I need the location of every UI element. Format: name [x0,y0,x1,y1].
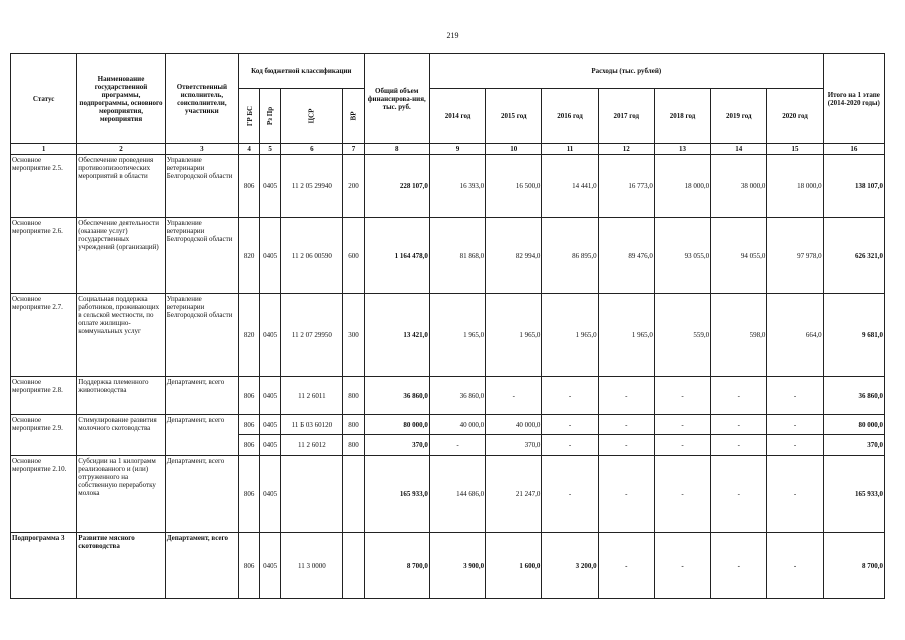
cell-year-value: - [598,415,654,435]
column-number: 6 [281,144,343,155]
row-name: Субсидии на 1 килограмм реализованного и (или) отгруженного на собственную переработку молока [77,456,165,533]
cell-year-value: 1 965,0 [598,294,654,377]
table-row [11,456,885,533]
row-name: Поддержка племенного животноводства [77,377,165,415]
header-stage-total: Итого на 1 этапе (2014-2020 годы) [823,54,884,144]
cell-year-value: - [598,377,654,415]
cell-year-value: - [598,456,654,533]
header-year: 2018 год [654,89,710,144]
header-budget-code: Код бюджетной классификации [239,54,365,89]
cell-grbs: 806 [239,435,260,456]
row-status: Основное мероприятие 2.5. [11,155,77,218]
cell-year-value: 40 000,0 [486,415,542,435]
header-year: 2017 год [598,89,654,144]
header-year: 2015 год [486,89,542,144]
row-responsible: Управление ветеринарии Белгородской области [165,155,238,218]
cell-rzpr: 0405 [260,415,281,435]
cell-grbs: 806 [239,456,260,533]
row-name: Обеспечение проведения противоэпизоотических мероприятий в области [77,155,165,218]
cell-grbs: 806 [239,533,260,599]
column-number: 14 [711,144,767,155]
column-number: 7 [343,144,364,155]
row-status: Основное мероприятие 2.8. [11,377,77,415]
cell-csr: 11 2 07 29950 [281,294,343,377]
cell-year-value: - [767,533,823,599]
row-responsible: Департамент, всего [165,377,238,415]
cell-year-value: 86 895,0 [542,218,598,294]
cell-year-value: 3 900,0 [429,533,485,599]
header-year: 2016 год [542,89,598,144]
cell-rzpr: 0405 [260,435,281,456]
header-year: 2020 год [767,89,823,144]
column-number: 10 [486,144,542,155]
row-name: Социальная поддержка работников, проживающих в сельской местности, по оплате жилищно-коммунальных услуг [77,294,165,377]
cell-total: 1 164 478,0 [364,218,429,294]
cell-year-value: 559,0 [654,294,710,377]
cell-year-value: - [542,377,598,415]
cell-year-value: 81 868,0 [429,218,485,294]
row-name: Обеспечение деятельности (оказание услуг) государственных учреждений (организаций) [77,218,165,294]
cell-year-value: - [654,415,710,435]
column-number: 16 [823,144,884,155]
cell-rzpr: 0405 [260,533,281,599]
row-responsible: Департамент, всего [165,533,238,599]
cell-stage-total: 370,0 [823,435,884,456]
cell-year-value: - [654,456,710,533]
cell-year-value: - [711,533,767,599]
cell-total: 228 107,0 [364,155,429,218]
cell-year-value: 14 441,0 [542,155,598,218]
cell-year-value: 38 000,0 [711,155,767,218]
cell-csr: 11 3 0000 [281,533,343,599]
cell-year-value: - [711,456,767,533]
column-number-row [11,144,885,155]
cell-vr: 200 [343,155,364,218]
cell-year-value: 36 860,0 [429,377,485,415]
column-number: 5 [260,144,281,155]
header-status: Статус [11,54,77,144]
cell-vr: 300 [343,294,364,377]
cell-year-value: 144 686,0 [429,456,485,533]
cell-rzpr: 0405 [260,294,281,377]
cell-stage-total: 626 321,0 [823,218,884,294]
cell-year-value: - [429,435,485,456]
cell-year-value: 1 600,0 [486,533,542,599]
column-number: 15 [767,144,823,155]
cell-year-value: 21 247,0 [486,456,542,533]
header-csr: ЦСР [281,89,343,144]
cell-vr: 800 [343,415,364,435]
header-grbs: ГР БС [239,89,260,144]
cell-csr: 11 Б 03 60120 [281,415,343,435]
cell-grbs: 820 [239,218,260,294]
cell-vr: 800 [343,435,364,456]
cell-year-value: - [654,377,710,415]
cell-stage-total: 165 933,0 [823,456,884,533]
cell-rzpr: 0405 [260,218,281,294]
table-row [11,415,885,435]
cell-year-value: 89 476,0 [598,218,654,294]
cell-year-value: 1 965,0 [486,294,542,377]
header-responsible: Ответственный исполнитель, соисполнители, участники [165,54,238,144]
cell-year-value: 82 994,0 [486,218,542,294]
page-number: 219 [446,31,459,40]
cell-year-value: 18 000,0 [767,155,823,218]
column-number: 2 [77,144,165,155]
budget-table [10,53,885,599]
header-year: 2014 год [429,89,485,144]
cell-stage-total: 138 107,0 [823,155,884,218]
header-expenses: Расходы (тыс. рублей) [429,54,823,89]
cell-grbs: 806 [239,377,260,415]
cell-grbs: 806 [239,415,260,435]
cell-csr [281,456,343,533]
cell-year-value: 18 000,0 [654,155,710,218]
cell-year-value: 664,0 [767,294,823,377]
row-responsible: Департамент, всего [165,415,238,456]
cell-csr: 11 2 06 00590 [281,218,343,294]
cell-vr [343,456,364,533]
cell-vr: 800 [343,377,364,415]
row-status: Основное мероприятие 2.7. [11,294,77,377]
cell-total: 36 860,0 [364,377,429,415]
cell-year-value: 93 055,0 [654,218,710,294]
table-row [11,218,885,294]
row-status: Основное мероприятие 2.9. [11,415,77,456]
cell-year-value: - [542,415,598,435]
column-number: 1 [11,144,77,155]
cell-vr: 600 [343,218,364,294]
column-number: 13 [654,144,710,155]
cell-rzpr: 0405 [260,377,281,415]
cell-year-value: - [767,456,823,533]
cell-stage-total: 8 700,0 [823,533,884,599]
cell-stage-total: 9 681,0 [823,294,884,377]
cell-year-value: 3 200,0 [542,533,598,599]
table-row [11,294,885,377]
cell-grbs: 820 [239,294,260,377]
cell-rzpr: 0405 [260,155,281,218]
cell-total: 370,0 [364,435,429,456]
cell-year-value: 94 055,0 [711,218,767,294]
table-row [11,155,885,218]
header-vr: ВР [343,89,364,144]
table-row [11,533,885,599]
header-total-volume: Общий объем финансирова-ния, тыс. руб. [364,54,429,144]
cell-year-value: - [598,435,654,456]
cell-year-value: - [767,435,823,456]
table-row [11,377,885,415]
row-responsible: Управление ветеринарии Белгородской области [165,294,238,377]
cell-year-value: - [542,435,598,456]
column-number: 4 [239,144,260,155]
cell-grbs: 806 [239,155,260,218]
cell-year-value: 598,0 [711,294,767,377]
cell-year-value: - [654,435,710,456]
column-number: 11 [542,144,598,155]
cell-year-value: 97 978,0 [767,218,823,294]
row-responsible: Управление ветеринарии Белгородской области [165,218,238,294]
cell-total: 80 000,0 [364,415,429,435]
cell-year-value: - [654,533,710,599]
row-responsible: Департамент, всего [165,456,238,533]
cell-vr [343,533,364,599]
cell-year-value: 370,0 [486,435,542,456]
cell-stage-total: 36 860,0 [823,377,884,415]
header-name: Наименование государственной программы, подпрограммы, основного мероприятия, мероприятия [77,54,165,144]
row-name: Развитие мясного скотоводства [77,533,165,599]
column-number: 3 [165,144,238,155]
cell-total: 165 933,0 [364,456,429,533]
cell-total: 13 421,0 [364,294,429,377]
cell-rzpr: 0405 [260,456,281,533]
cell-year-value: - [711,435,767,456]
row-status: Подпрограмма 3 [11,533,77,599]
cell-year-value: - [711,415,767,435]
column-number: 9 [429,144,485,155]
cell-year-value: - [486,377,542,415]
cell-year-value: 16 500,0 [486,155,542,218]
column-number: 12 [598,144,654,155]
row-status: Основное мероприятие 2.6. [11,218,77,294]
cell-csr: 11 2 6012 [281,435,343,456]
cell-stage-total: 80 000,0 [823,415,884,435]
column-number: 8 [364,144,429,155]
cell-csr: 11 2 6011 [281,377,343,415]
cell-year-value: - [767,415,823,435]
cell-csr: 11 2 05 29940 [281,155,343,218]
row-name: Стимулирование развития молочного скотоводства [77,415,165,456]
cell-year-value: 16 393,0 [429,155,485,218]
cell-year-value: - [598,533,654,599]
cell-year-value: 1 965,0 [429,294,485,377]
cell-total: 8 700,0 [364,533,429,599]
row-status: Основное мероприятие 2.10. [11,456,77,533]
cell-year-value: 1 965,0 [542,294,598,377]
cell-year-value: - [767,377,823,415]
header-rzpr: Рз Пр [260,89,281,144]
header-year: 2019 год [711,89,767,144]
cell-year-value: 40 000,0 [429,415,485,435]
cell-year-value: 16 773,0 [598,155,654,218]
cell-year-value: - [711,377,767,415]
cell-year-value: - [542,456,598,533]
